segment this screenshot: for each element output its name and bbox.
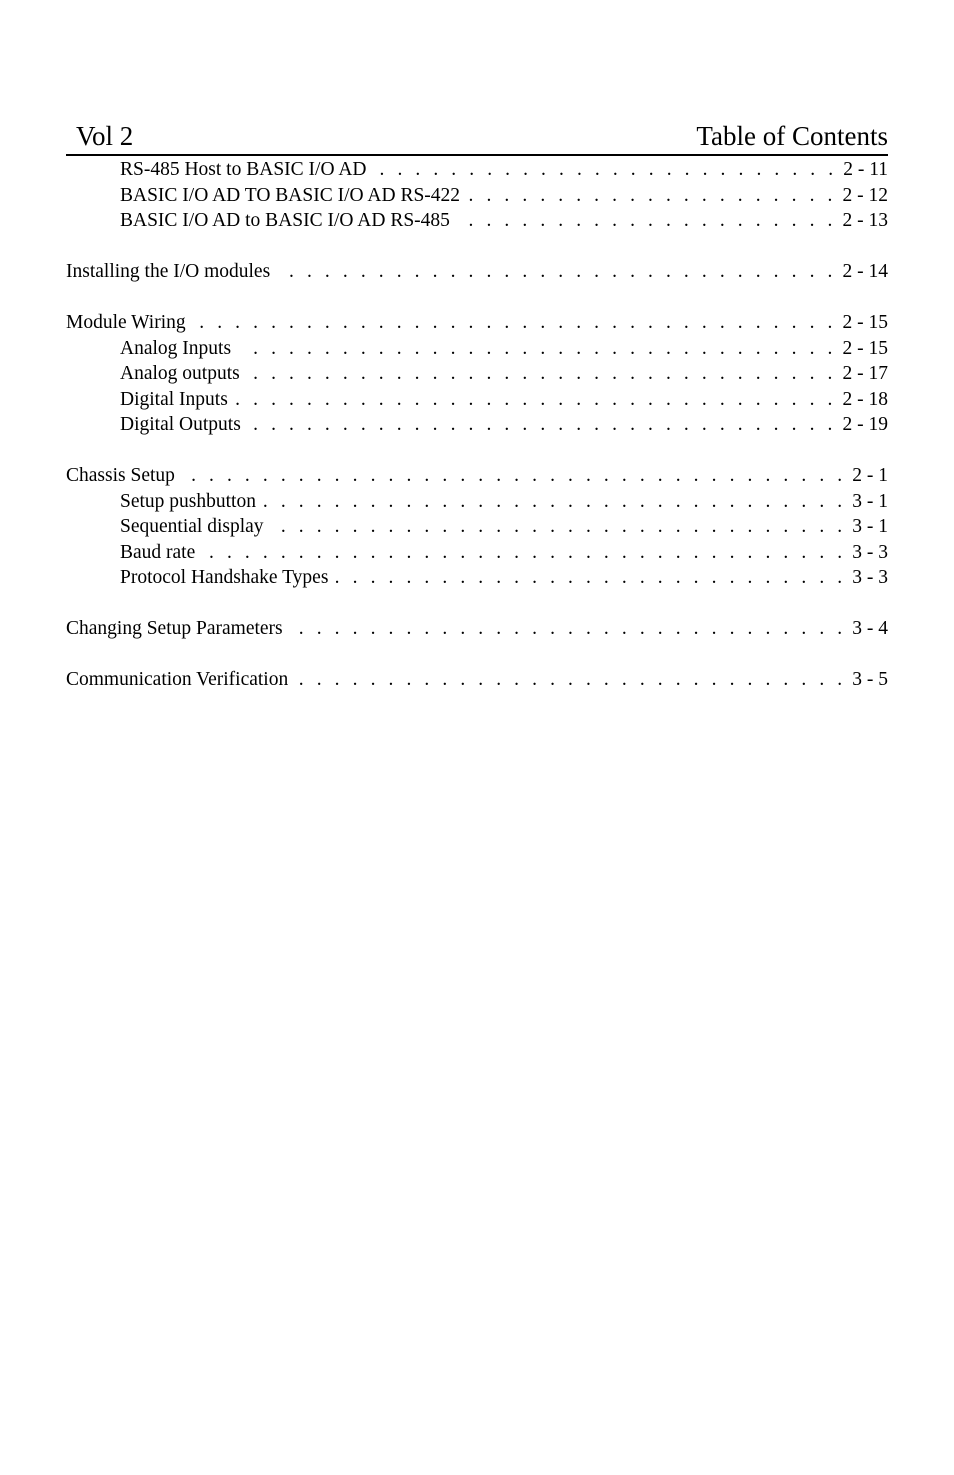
- toc-section[interactable]: [66, 310, 888, 336]
- toc-entry[interactable]: [66, 489, 888, 515]
- toc-entry-page: 2 - 1: [852, 465, 888, 486]
- toc-entry-title: Communication Verification: [66, 669, 289, 690]
- dot-leader: [291, 616, 847, 642]
- toc-entry-page: 2 - 11: [843, 159, 888, 180]
- toc-entry-title: Digital Inputs: [120, 388, 228, 410]
- toc-list: [66, 157, 888, 693]
- toc-entry-title: Baud rate: [120, 541, 196, 563]
- toc-entry[interactable]: [66, 540, 888, 566]
- toc-entry-page: 2 - 18: [842, 388, 888, 410]
- toc-section[interactable]: [66, 259, 888, 285]
- toc-entry-title: BASIC I/O AD to BASIC I/O AD RS-485: [120, 210, 450, 231]
- toc-entry[interactable]: [66, 183, 888, 209]
- volume-label: Vol 2: [76, 121, 134, 151]
- toc-entry-title: Analog Inputs: [120, 337, 232, 359]
- toc-entry[interactable]: [66, 336, 888, 362]
- toc-entry-page: 3 - 3: [852, 541, 888, 563]
- toc-page: [66, 118, 888, 693]
- dot-leader: [248, 361, 837, 387]
- toc-entry[interactable]: [66, 361, 888, 387]
- toc-entry-title: Chassis Setup: [66, 465, 175, 486]
- toc-entry-title: Analog outputs: [120, 363, 240, 384]
- toc-entry-title: Setup pushbutton: [120, 490, 256, 512]
- toc-entry-title: Installing the I/O modules: [66, 261, 271, 282]
- dot-leader: [203, 540, 846, 566]
- dot-leader: [239, 336, 836, 362]
- dot-leader: [194, 310, 837, 336]
- toc-entry[interactable]: [66, 514, 888, 540]
- toc-entry-title: Changing Setup Parameters: [66, 618, 283, 639]
- toc-entry[interactable]: [66, 208, 888, 234]
- toc-entry-page: 3 - 4: [852, 618, 888, 639]
- page-title: Table of Contents: [696, 121, 888, 151]
- toc-entry-page: 2 - 15: [842, 312, 888, 333]
- toc-entry-title: Digital Outputs: [120, 414, 241, 435]
- toc-entry[interactable]: [66, 387, 888, 413]
- toc-entry[interactable]: [66, 157, 888, 183]
- toc-entry-page: 3 - 1: [852, 490, 888, 512]
- toc-section[interactable]: [66, 616, 888, 642]
- toc-entry-page: 3 - 3: [852, 567, 888, 588]
- toc-section[interactable]: [66, 463, 888, 489]
- toc-entry-page: 2 - 15: [842, 337, 888, 359]
- dot-leader: [278, 259, 836, 285]
- toc-section[interactable]: [66, 667, 888, 693]
- toc-entry-page: 3 - 5: [852, 669, 888, 690]
- dot-leader: [183, 463, 846, 489]
- toc-entry-page: 2 - 17: [842, 363, 888, 384]
- toc-entry[interactable]: [66, 565, 888, 591]
- dot-leader: [375, 157, 838, 183]
- dot-leader: [296, 667, 846, 693]
- toc-entry-title: Protocol Handshake Types: [120, 567, 329, 588]
- dot-leader: [264, 489, 846, 515]
- dot-leader: [236, 387, 837, 413]
- dot-leader: [272, 514, 847, 540]
- toc-entry-title: Module Wiring: [66, 312, 186, 333]
- toc-entry-page: 2 - 12: [842, 184, 888, 206]
- dot-leader: [468, 183, 836, 209]
- page-header: [66, 118, 888, 156]
- dot-leader: [458, 208, 837, 234]
- toc-entry-title: BASIC I/O AD TO BASIC I/O AD RS-422: [120, 184, 461, 206]
- toc-entry-title: Sequential display: [120, 516, 264, 537]
- toc-entry-page: 2 - 13: [842, 210, 888, 231]
- dot-leader: [249, 412, 837, 438]
- toc-entry-page: 2 - 19: [842, 414, 888, 435]
- toc-entry-page: 3 - 1: [852, 516, 888, 537]
- dot-leader: [336, 565, 846, 591]
- toc-entry-title: RS-485 Host to BASIC I/O AD: [120, 159, 367, 180]
- toc-entry-page: 2 - 14: [842, 261, 888, 282]
- toc-entry[interactable]: [66, 412, 888, 438]
